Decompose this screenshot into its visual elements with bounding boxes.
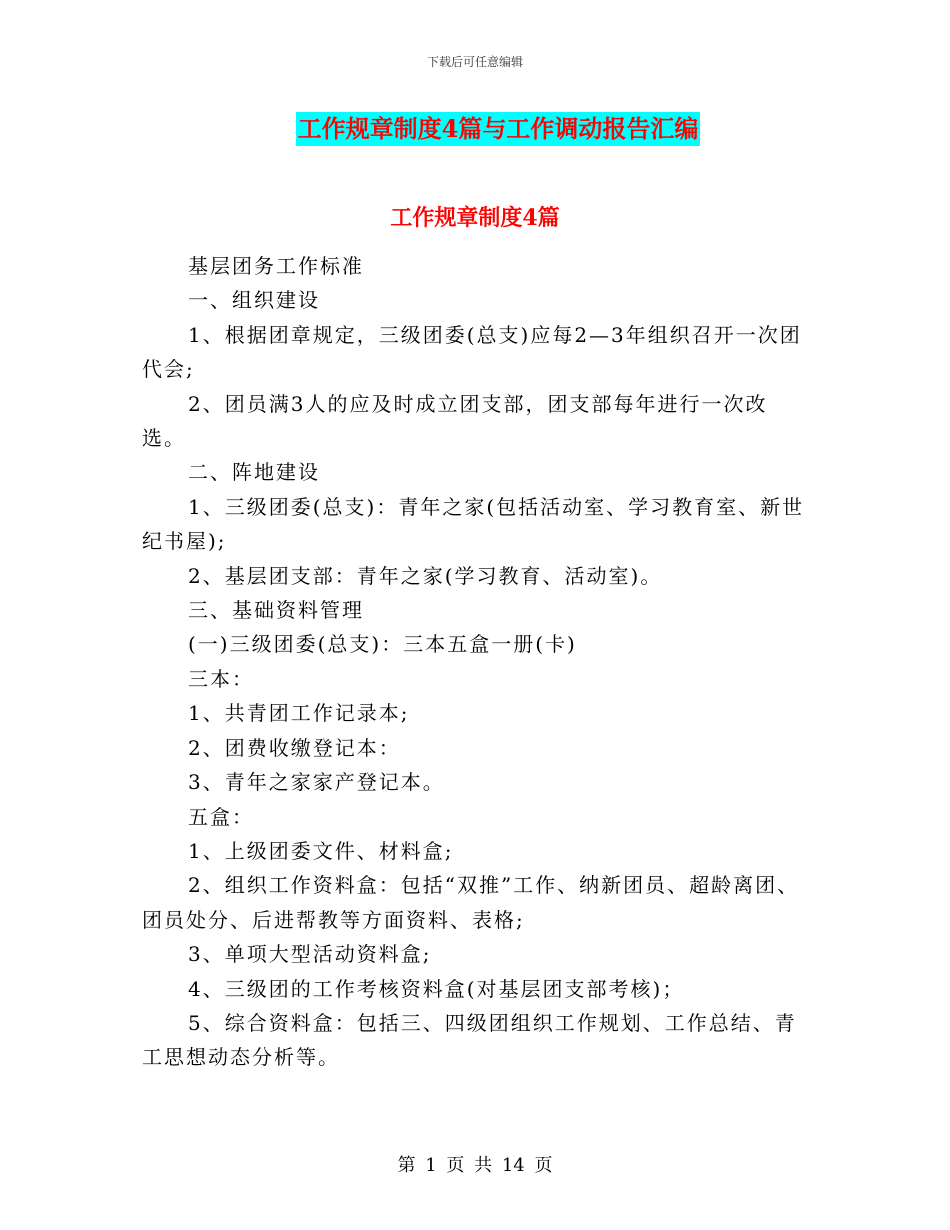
paragraph: 1、根据团章规定，三级团委(总支)应每2—3年组织召开一次团代会; — [142, 322, 802, 382]
paragraph: 1、共青团工作记录本; — [188, 701, 410, 726]
page-footer: 第 1 页 共 14 页 — [397, 1155, 553, 1176]
paragraph: 基层团务工作标准 — [188, 254, 364, 278]
paragraph: 2、基层团支部：青年之家(学习教育、活动室)。 — [188, 563, 663, 588]
paragraph: 4、三级团的工作考核资料盒(对基层团支部考核)； — [188, 976, 685, 1001]
paragraph: 五盒： — [188, 804, 254, 829]
paragraph: 2、团费收缴登记本： — [188, 735, 401, 760]
sub-title: 工作规章制度4篇 — [390, 205, 560, 231]
paragraph: 2、团员满3人的应及时成立团支部，团支部每年进行一次改选。 — [142, 391, 768, 451]
paragraph: 1、上级团委文件、材料盒; — [188, 838, 454, 863]
header-note: 下载后可任意编辑 — [426, 55, 523, 69]
paragraph: 1、三级团委(总支)：青年之家(包括活动室、学习教育室、新世纪书屋); — [142, 494, 805, 554]
paragraph: 一、组织建设 — [188, 288, 320, 313]
paragraph: 二、阵地建设 — [188, 460, 320, 485]
main-title: 工作规章制度4篇与工作调动报告汇编 — [296, 112, 701, 146]
paragraph: 5、综合资料盒：包括三、四级团组织工作规划、工作总结、青工思想动态分析等。 — [142, 1010, 797, 1070]
paragraph: 3、青年之家家产登记本。 — [188, 770, 445, 795]
paragraph: 三、基础资料管理 — [188, 598, 364, 623]
paragraph: 三本： — [188, 666, 254, 691]
paragraph: 3、单项大型活动资料盒; — [188, 942, 432, 967]
paragraph: 2、组织工作资料盒：包括“双推”工作、纳新团员、超龄离团、团员处分、后进帮教等方面资料、表格; — [142, 873, 800, 932]
document-body — [142, 249, 810, 1075]
main-title-wrap — [0, 112, 950, 146]
paragraph: (一)三级团委(总支)：三本五盒一册(卡) — [188, 632, 577, 657]
